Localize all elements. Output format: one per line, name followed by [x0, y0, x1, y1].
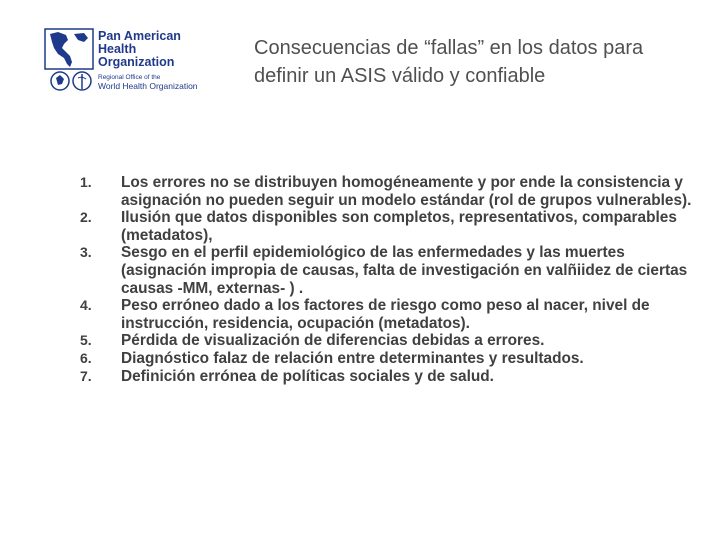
- list-item-number: 2.: [80, 209, 92, 226]
- list-item-text: Diagnóstico falaz de relación entre determinantes y resultados.: [121, 349, 584, 367]
- list-item-number: 4.: [80, 297, 92, 314]
- list-item-text: Sesgo en el perfil epidemiológico de las enfermedades y las muertes (asignación impropia de causas, falta de investigación en valñiidez de ciertas causas -MM, externas- ) .: [121, 244, 688, 297]
- list-item-number: 3.: [80, 244, 92, 261]
- list-item: [80, 174, 700, 209]
- list-item-text: Definición errónea de políticas sociales y de salud.: [121, 367, 494, 385]
- list-item: [80, 244, 700, 297]
- list-item-number: 6.: [80, 349, 92, 366]
- list-item-number: 5.: [80, 332, 92, 349]
- slide-title: Consecuencias de “fallas” en los datos para definir un ASIS válido y confiable: [254, 37, 644, 87]
- who-main-line: World Health Organization: [98, 80, 198, 91]
- list-item-text: Ilusión que datos disponibles son completos, representativos, comparables (metadatos),: [121, 209, 677, 244]
- consequences-list: [80, 174, 700, 385]
- list-item: [80, 209, 700, 244]
- list-item: [80, 350, 700, 368]
- organization-name: [98, 30, 208, 69]
- paho-logo: [44, 28, 204, 94]
- list-item: [80, 297, 700, 332]
- list-item-text: Los errores no se distribuyen homogéneamente y por ende la consistencia y asignación no pueden seguir un modelo estándar (rol de grupos vulnerables).: [121, 174, 692, 209]
- who-small-line: Regional Office of the: [98, 74, 161, 81]
- who-regional-office-text: [98, 74, 208, 91]
- list-item-number: 1.: [80, 174, 92, 190]
- org-name-line-2: Health: [98, 42, 137, 56]
- americas-globe-icon: [44, 28, 94, 70]
- list-item: [80, 368, 700, 386]
- list-item: [80, 332, 700, 350]
- list-item-text: Peso erróneo dado a los factores de riesgo como peso al nacer, nivel de instrucción, residencia, ocupación (metadatos).: [121, 297, 650, 332]
- list-item-text: Pérdida de visualización de diferencias debidas a errores.: [121, 332, 545, 350]
- org-name-line-1: Pan American: [98, 29, 181, 43]
- who-emblems-icon: [50, 70, 94, 92]
- org-name-line-3: Organization: [98, 55, 175, 69]
- list-item-number: 7.: [80, 367, 92, 384]
